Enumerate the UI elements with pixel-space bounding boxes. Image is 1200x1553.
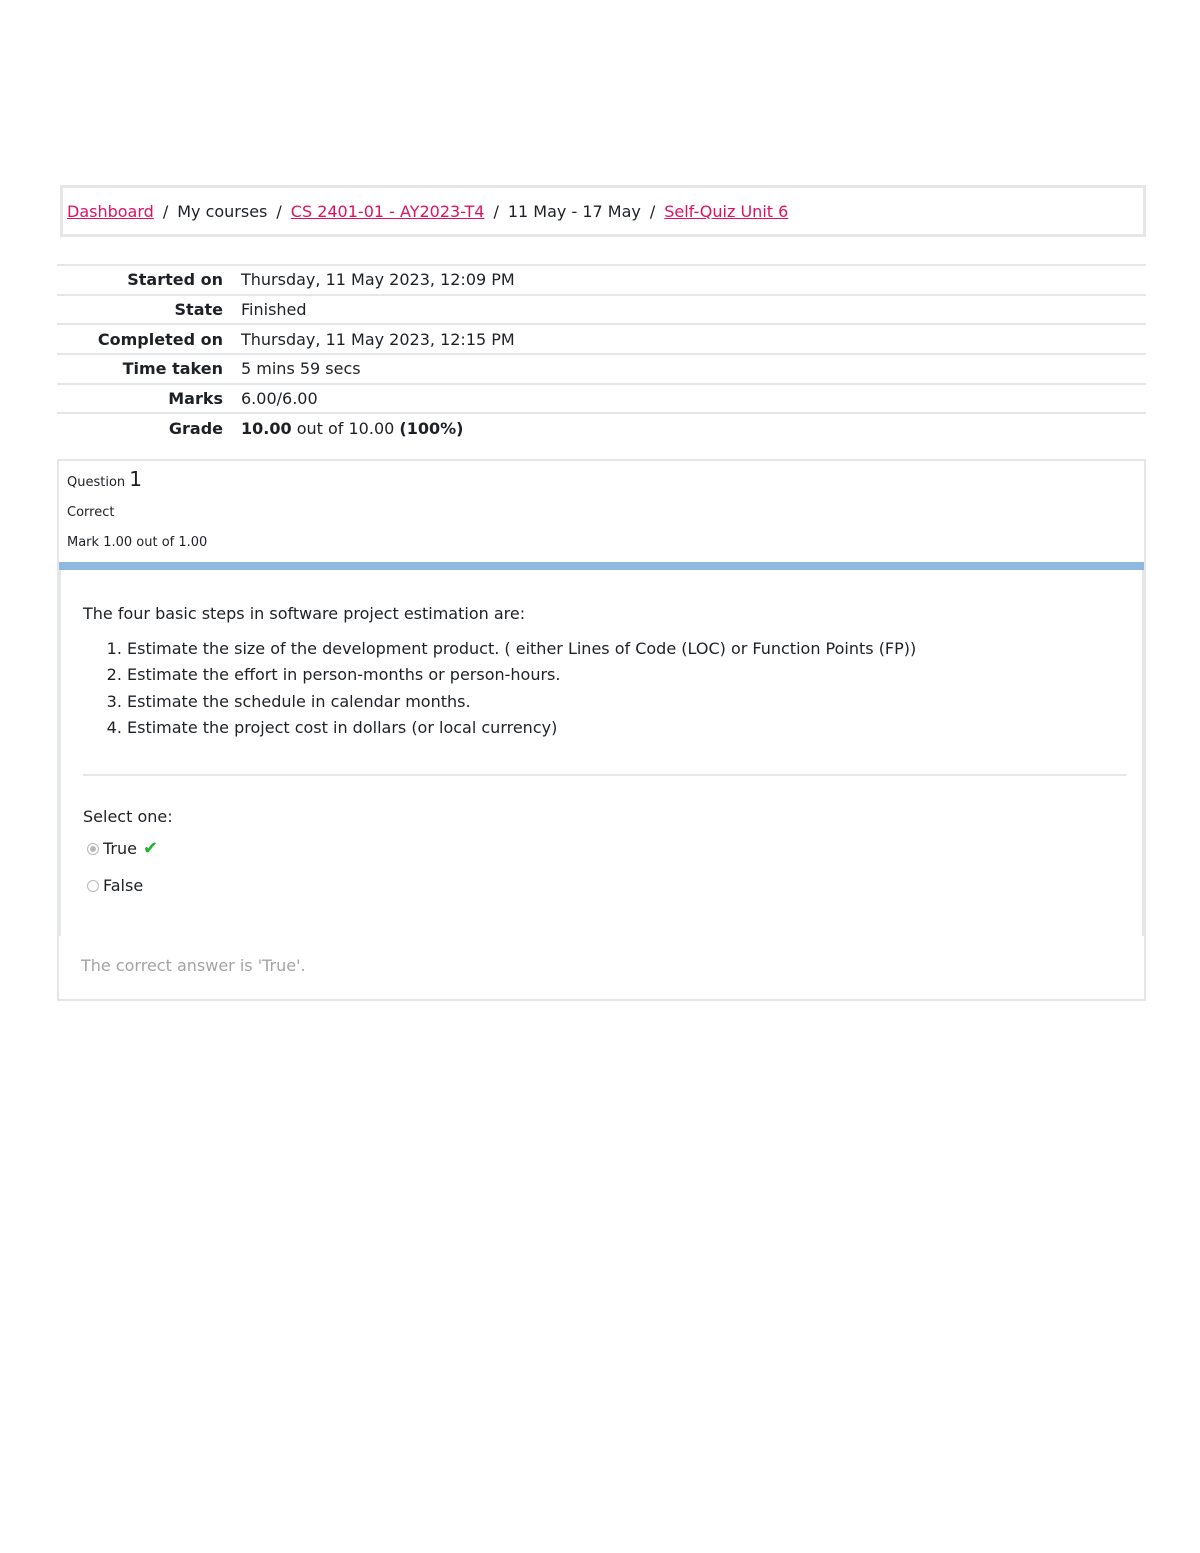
check-icon: ✔ (142, 838, 159, 859)
grade-score: 10.00 (241, 419, 292, 439)
question-state: Correct (67, 505, 115, 520)
breadcrumb-separator: / (162, 201, 169, 221)
summary-value: 6.00/6.00 (241, 389, 318, 409)
summary-label: Grade (168, 419, 223, 439)
summary-row-time-taken (57, 354, 1146, 384)
list-item: 1. Estimate the size of the development product. ( either Lines of Code (LOC) or Function Points (FP)) (127, 636, 916, 662)
question-text: The four basic steps in software project estimation are: (83, 604, 526, 623)
summary-value (241, 413, 1146, 443)
correct-status-bar (59, 562, 1144, 570)
summary-value: Thursday, 11 May 2023, 12:09 PM (241, 270, 515, 290)
summary-label: Time taken (122, 359, 223, 379)
grade-out-of: out of 10.00 (296, 419, 395, 439)
summary-row-marks (57, 384, 1146, 414)
radio-true[interactable] (87, 843, 99, 855)
question-number-value: 1 (129, 467, 143, 491)
summary-label: State (174, 300, 223, 320)
select-one-prompt: Select one: (83, 807, 173, 826)
breadcrumb (60, 185, 1146, 237)
answer-label: True (103, 839, 137, 858)
summary-row-state (57, 295, 1146, 325)
list-item: 2. Estimate the effort in person-months or person-hours. (127, 662, 916, 688)
estimation-steps-list (85, 636, 916, 742)
summary-label: Completed on (97, 329, 223, 349)
question-grade: Mark 1.00 out of 1.00 (67, 535, 208, 550)
question-number (67, 469, 142, 489)
radio-false[interactable] (87, 880, 99, 892)
breadcrumb-week: 11 May - 17 May (507, 201, 641, 221)
breadcrumb-quiz-link[interactable]: Self-Quiz Unit 6 (664, 201, 789, 221)
breadcrumb-separator: / (493, 201, 499, 221)
breadcrumb-my-courses: My courses (177, 201, 268, 221)
answer-label: False (103, 876, 144, 895)
summary-value: 5 mins 59 secs (241, 359, 361, 379)
answer-option-true[interactable] (87, 838, 158, 859)
list-item: 4. Estimate the project cost in dollars (or local currency) (127, 715, 916, 741)
summary-row-completed (57, 324, 1146, 354)
summary-label: Marks (168, 389, 223, 409)
breadcrumb-course-link[interactable]: CS 2401-01 - AY2023-T4 (290, 201, 485, 221)
summary-label: Started on (127, 270, 223, 290)
list-item: 3. Estimate the schedule in calendar months. (127, 689, 916, 715)
summary-row-started (57, 265, 1146, 295)
summary-value: Finished (241, 300, 307, 320)
answer-option-false[interactable] (87, 876, 143, 895)
breadcrumb-separator: / (649, 201, 656, 221)
summary-value: Thursday, 11 May 2023, 12:15 PM (241, 329, 515, 349)
summary-row-grade (57, 413, 1146, 443)
breadcrumb-dashboard-link[interactable]: Dashboard (67, 201, 154, 221)
correct-answer-feedback: The correct answer is 'True'. (81, 956, 306, 975)
question-label: Question (67, 475, 126, 490)
quiz-attempt-summary (57, 264, 1146, 443)
question-card (57, 459, 1146, 1001)
breadcrumb-separator: / (276, 201, 282, 221)
grade-percent: (100%) (399, 419, 464, 439)
divider (83, 774, 1126, 776)
question-content (59, 570, 1144, 936)
